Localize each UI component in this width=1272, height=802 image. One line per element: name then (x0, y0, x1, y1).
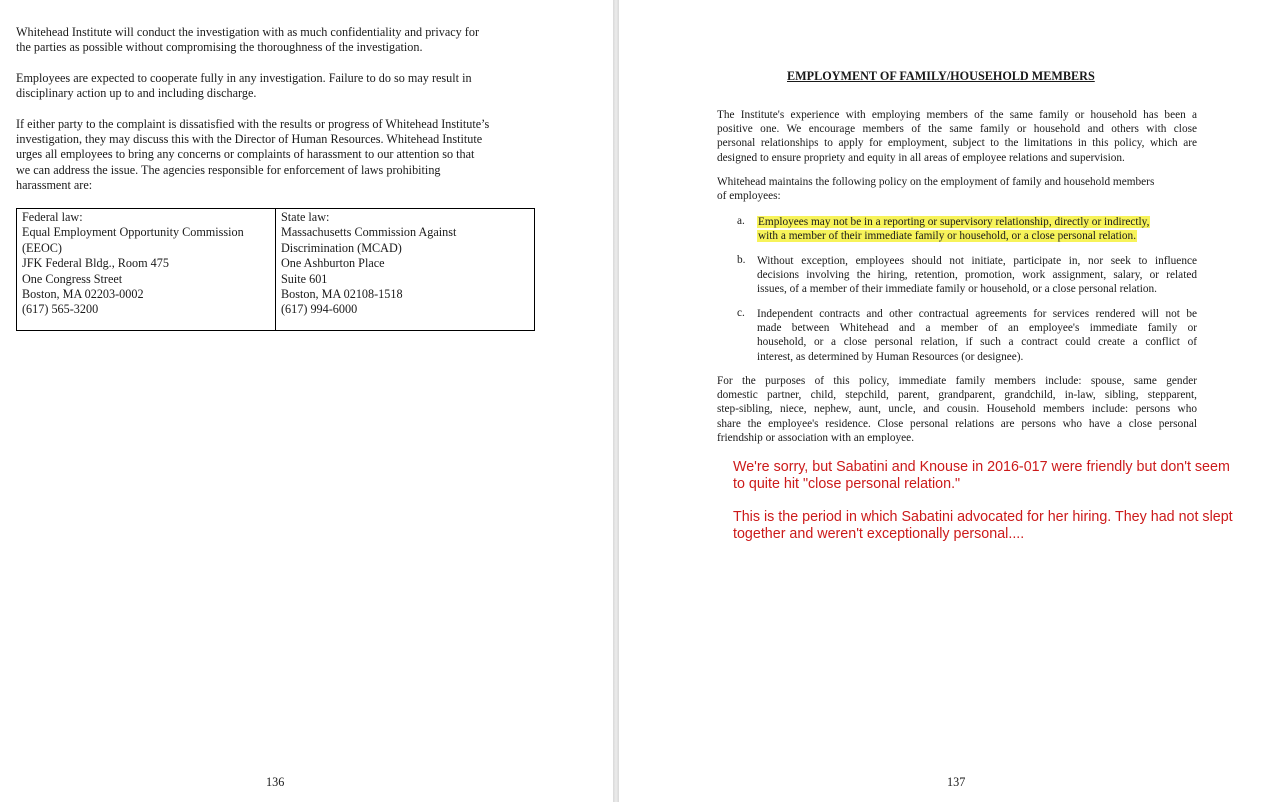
text-line: step-sibling, niece, nephew, aunt, uncle, and cousin. Household members include: persons who (717, 403, 1197, 416)
text-line (757, 215, 1197, 229)
text-line: Federal law: (22, 210, 83, 224)
left-page (0, 0, 613, 802)
text-line: If either party to the complaint is dissatisfied with the results or progress of Whitehead Institute’s (16, 117, 490, 131)
text-line: Massachusetts Commission Against (281, 225, 457, 240)
text-line: Without exception, employees should not initiate, participate in, nor seek to influence (757, 255, 1197, 267)
text-line: Boston, MA 02108-1518 (281, 287, 403, 302)
definitions-paragraph (717, 374, 1197, 445)
text-line: made between Whitehead and a member of an employee's immediate family or (757, 322, 1197, 335)
text-line: domestic partner, child, stepchild, parent, grandparent, grandchild, in-law, sibling, stepparent, (717, 389, 1197, 402)
text-line: We're sorry, but Sabatini and Knouse in 2016-017 were friendly but don't seem (733, 459, 1230, 475)
text-line: designed to ensure propriety and equity in all areas of employee relations and supervision. (717, 151, 1125, 164)
annotation-note-1 (733, 459, 1230, 492)
text-line: JFK Federal Bldg., Room 475 (22, 256, 169, 271)
text-line: disciplinary action up to and including discharge. (16, 86, 257, 101)
list-item-b (757, 254, 1197, 297)
text-line: (EEOC) (22, 240, 62, 255)
text-line: to quite hit "close personal relation." (733, 475, 961, 492)
text-line (757, 229, 1197, 243)
text-line: share the employee's residence. Close personal relations are persons who have a close personal (717, 417, 1197, 430)
text-line: of employees: (717, 190, 781, 203)
text-line: household, or a close personal relation, if such a contract could create a conflict of (757, 336, 1197, 349)
agencies-table (16, 208, 535, 331)
text-line: Equal Employment Opportunity Commission (22, 225, 244, 240)
text-line: Suite 601 (281, 271, 328, 286)
text-line: (617) 565-3200 (22, 302, 99, 317)
page-number: 137 (947, 775, 966, 789)
list-item-c (757, 307, 1197, 364)
text-line: Independent contracts and other contractual agreements for services rendered will not be (757, 308, 1197, 320)
text-line: The Institute's experience with employing members of the same family or household has been a (717, 109, 1197, 121)
complaint-paragraph (16, 117, 489, 193)
highlight: Employees may not be in a reporting or supervisory relationship, directly or indirectly, (758, 216, 1150, 228)
text-line: personal relationships to apply for employment, subject to the limitations in this policy, which are (717, 137, 1197, 150)
list-marker-c: c. (737, 307, 745, 319)
text-line: One Congress Street (22, 271, 123, 286)
cooperation-paragraph (16, 71, 472, 101)
text-line: For the purposes of this policy, immediate family members include: spouse, same gender (717, 375, 1197, 387)
text-line: interest, as determined by Human Resources (or designee). (757, 350, 1024, 363)
text-line: urges all employees to bring any concerns or complaints of harassment to our attention so that (16, 147, 475, 162)
text-line: the parties as possible without compromising the thoroughness of the investigation. (16, 40, 423, 55)
federal-law-cell (17, 209, 276, 331)
list-marker-a: a. (737, 215, 745, 227)
text-line: This is the period in which Sabatini advocated for her hiring. They had not slept (733, 509, 1233, 525)
text-line: harassment are: (16, 177, 93, 192)
text-line: investigation, they may discuss this with the Director of Human Resources. Whitehead Institute (16, 132, 483, 147)
text-line: friendship or association with an employee. (717, 431, 915, 444)
text-line: (617) 994-6000 (281, 302, 358, 317)
text-line: Whitehead maintains the following policy on the employment of family and household members (717, 176, 1155, 188)
highlight: with a member of their immediate family or household, or a close personal relation. (758, 230, 1137, 243)
page-gutter (613, 0, 619, 802)
text-line: together and weren't exceptionally personal.... (733, 525, 1025, 542)
text-line: One Ashburton Place (281, 256, 385, 271)
list-marker-b: b. (737, 254, 746, 266)
text-line: we can address the issue. The agencies responsible for enforcement of laws prohibiting (16, 162, 441, 177)
page-number: 136 (266, 775, 285, 789)
text-line: positive one. We encourage members of the same family or household and others with close (717, 123, 1197, 136)
text-line: Boston, MA 02203-0002 (22, 287, 144, 302)
confidentiality-paragraph (16, 25, 479, 55)
text-line: Whitehead Institute will conduct the investigation with as much confidentiality and privacy for (16, 25, 480, 39)
text-line: decisions involving the hiring, retention, promotion, work assignment, salary, or related (757, 269, 1197, 282)
annotation-note-2 (733, 509, 1233, 542)
text-line: State law: (281, 210, 330, 224)
text-line: Employees are expected to cooperate fully in any investigation. Failure to do so may result in (16, 71, 472, 85)
intro-paragraph (717, 108, 1197, 165)
state-law-cell (276, 209, 535, 331)
policy-lead-paragraph (717, 175, 1197, 203)
text-line: Discrimination (MCAD) (281, 240, 402, 255)
text-line: issues, of a member of their immediate family or household, or a close personal relation. (757, 283, 1157, 296)
list-item-a (757, 215, 1197, 243)
section-heading: EMPLOYMENT OF FAMILY/HOUSEHOLD MEMBERS (787, 69, 1095, 83)
